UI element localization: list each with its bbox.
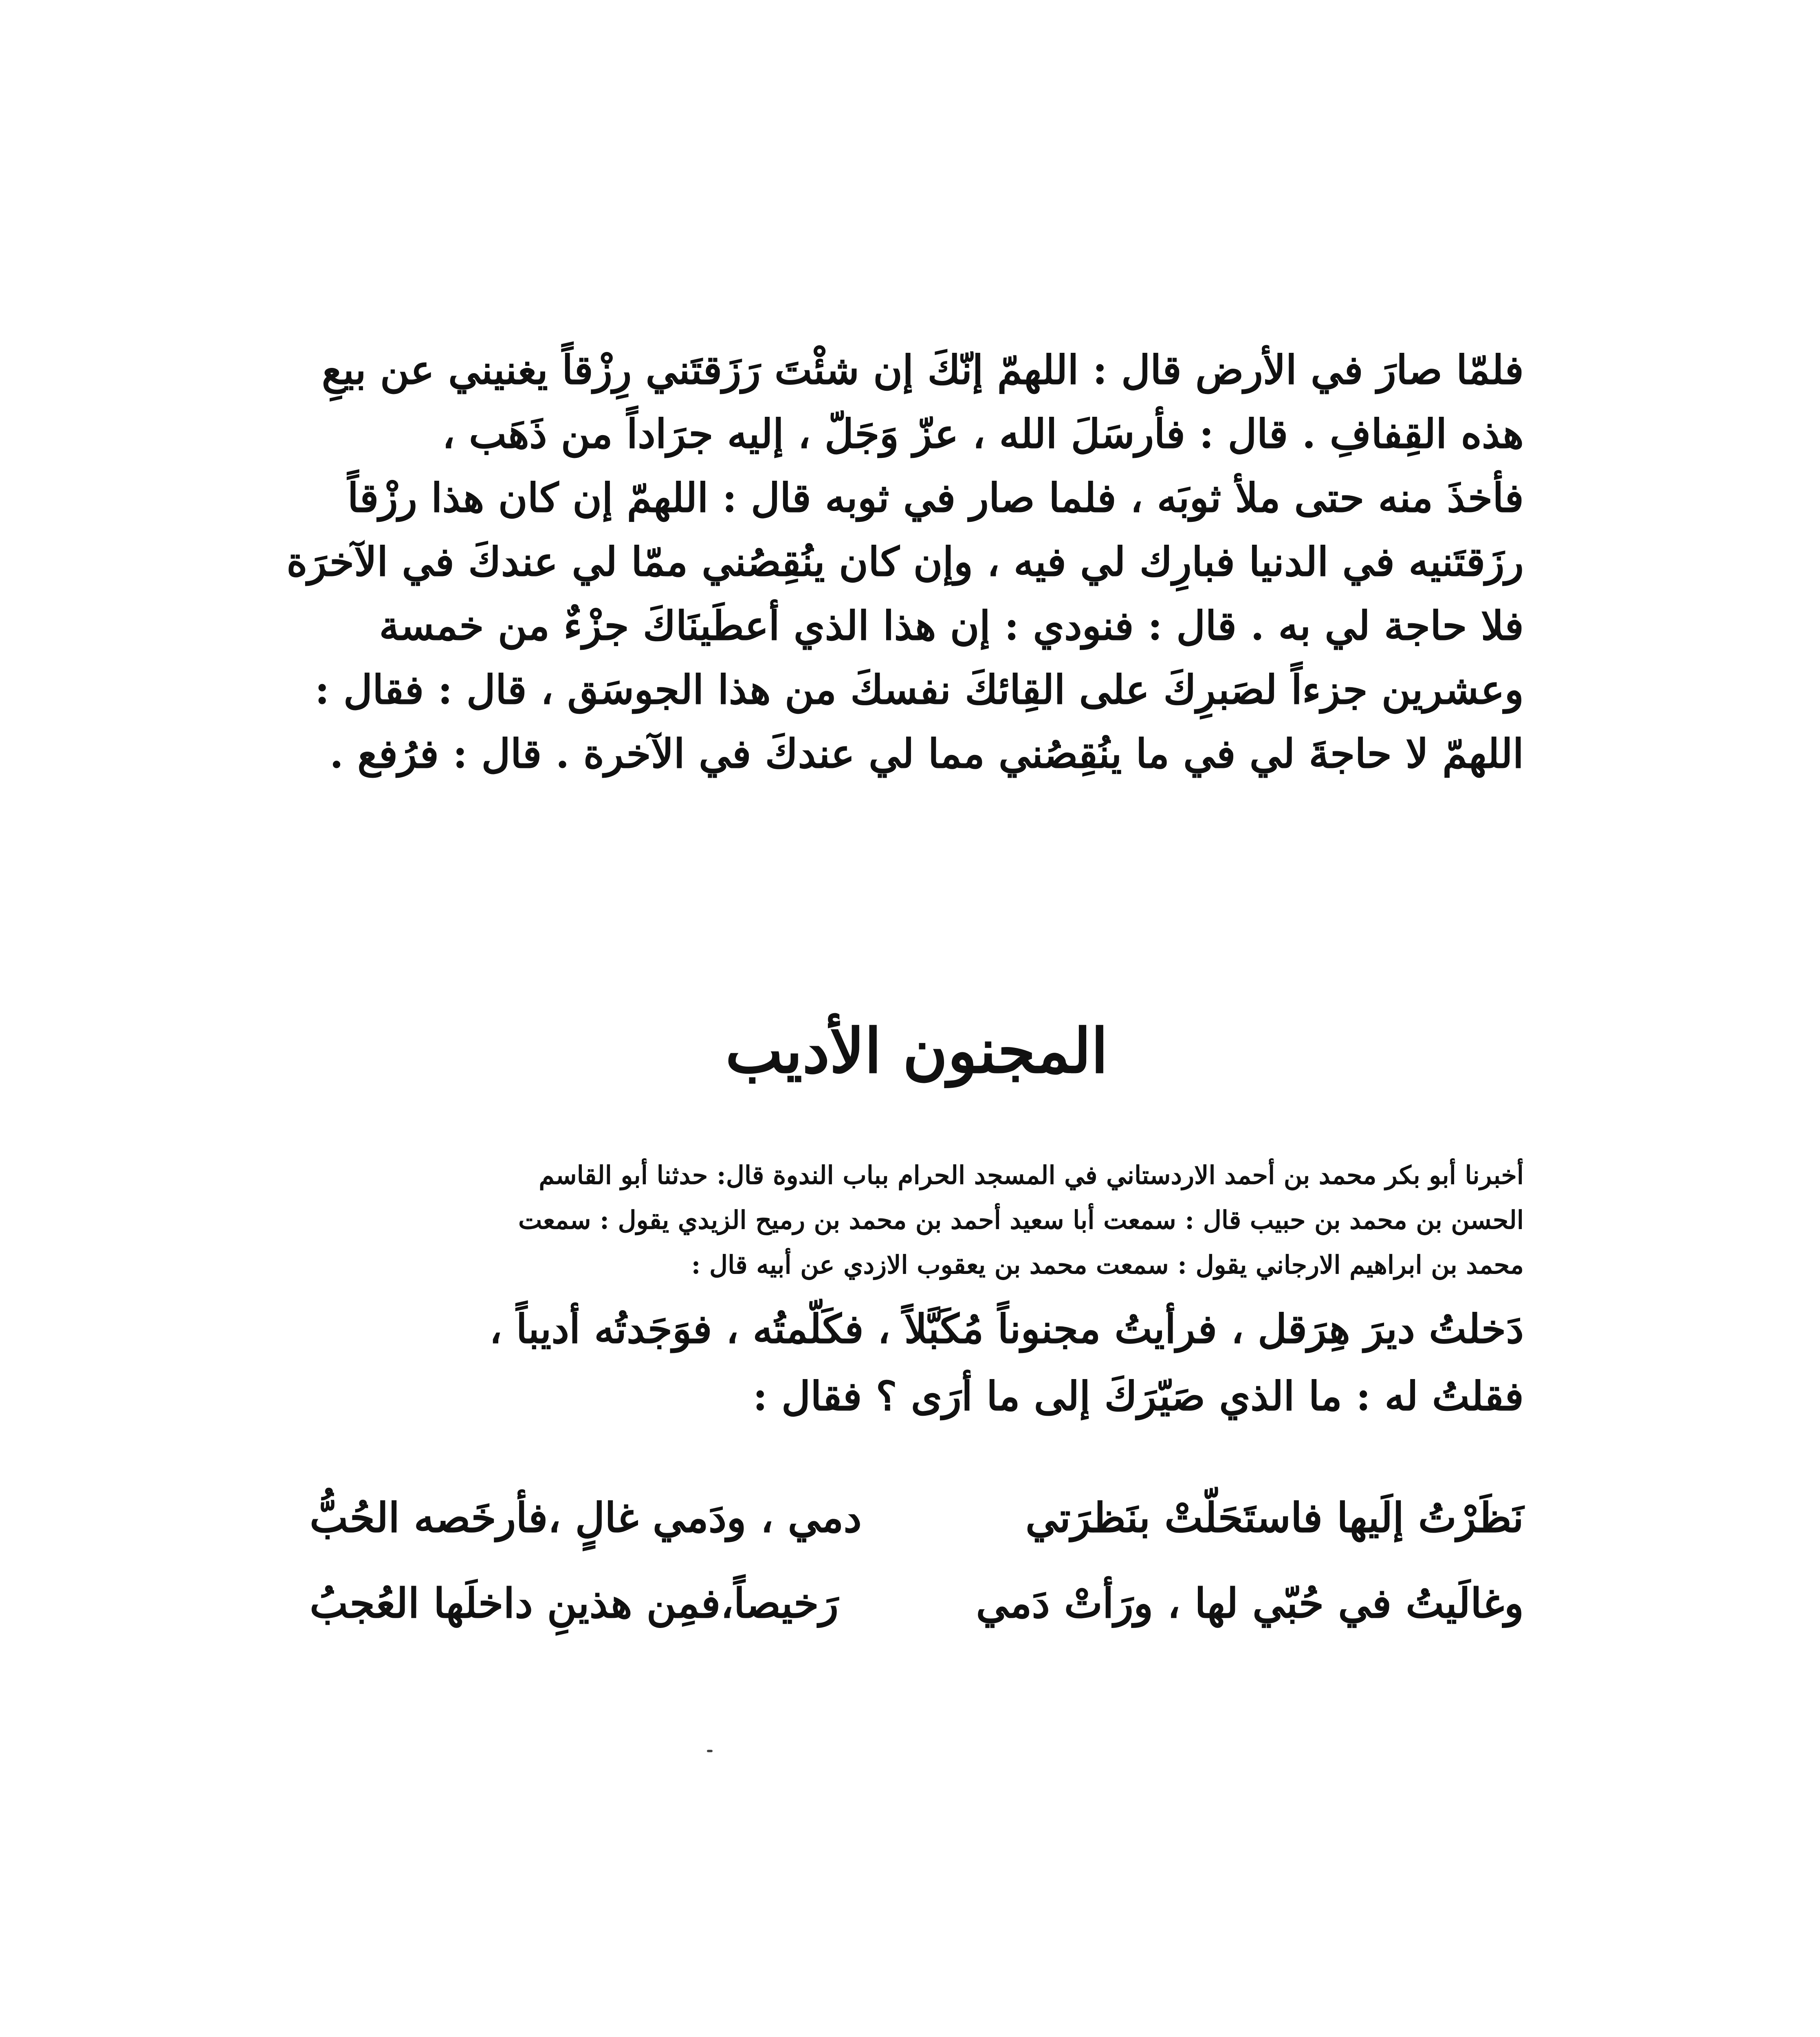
section-heading: المجنون الأديب [725,1015,1108,1087]
paragraph-line: اللهمّ لا حاجةَ لي في ما ينُقِصُني مما لي عندكَ في الآخرة . قال : فرُفع . [329,730,1524,777]
ink-speck [707,1750,713,1752]
verse-first-hemistich: نَظَرْتُ إلَيها فاستَحَلّتْ بنَظرَتي [1025,1494,1524,1542]
poem-verse [310,1560,1524,1646]
paragraph-line: فلمّا صارَ في الأرض قال : اللهمّ إنّكَ إن شئْتَ رَزَقتَني رِزْقاً يغنيني عن بيعِ [321,347,1524,394]
verse-first-hemistich: وغالَيتُ في حُبّي لها ، ورَأتْ دَمي [976,1579,1524,1627]
paragraph-1 [286,338,1524,786]
paragraph-line: فأخذَ منه حتى ملأ ثوبَه ، فلما صار في ثوبه قال : اللهمّ إن كان هذا رزْقاً [347,475,1524,521]
paragraph-line: وعشرين جزءاً لصَبرِكَ على القِائكَ نفسكَ من هذا الجوسَق ، قال : فقال : [315,667,1524,713]
isnad-line: الحسن بن محمد بن حبيب قال : سمعت أبا سعيد أحمد بن محمد بن رميح الزيدي يقول : سمعت [518,1205,1524,1235]
poem-verse [310,1475,1524,1560]
poem [310,1475,1524,1646]
story-text [310,1296,1524,1430]
story-line: فقلتُ له : ما الذي صَيّرَكَ إلى ما أرَى ؟ فقال : [753,1373,1524,1420]
verse-second-hemistich: رَخيصاً،فمِن هذينِ داخلَها العُجبُ [310,1579,839,1627]
paragraph-line: فلا حاجة لي به . قال : فنودي : إن هذا الذي أعطَينَاكَ جزْءٌ من خمسة [379,603,1524,649]
paragraph-line: رزَقتَنيه في الدنيا فبارِك لي فيه ، وإن كان ينُقِصُني ممّا لي عندكَ في الآخرَة [286,539,1524,585]
paragraph-line: هذه القِفافِ . قال : فأرسَلَ الله ، عزّ وَجَلّ ، إليه جرَاداً من ذَهَب ، [442,411,1524,458]
isnad-line: محمد بن ابراهيم الارجاني يقول : سمعت محمد بن يعقوب الازدي عن أبيه قال : [691,1250,1524,1280]
isnad-line: أخبرنا أبو بكر محمد بن أحمد الاردستاني في المسجد الحرام بباب الندوة قال: حدثنا أبو القاسم [539,1160,1524,1190]
verse-second-hemistich: دمي ، ودَمي غالٍ ،فأرخَصه الحُبُّ [310,1494,862,1542]
story-line: دَخلتُ ديرَ هِرَقل ، فرأيتُ مجنوناً مُكَبَّلاً ، فكَلّمتُه ، فوَجَدتُه أديباً ، [489,1306,1524,1353]
isnad-chain [310,1153,1524,1287]
